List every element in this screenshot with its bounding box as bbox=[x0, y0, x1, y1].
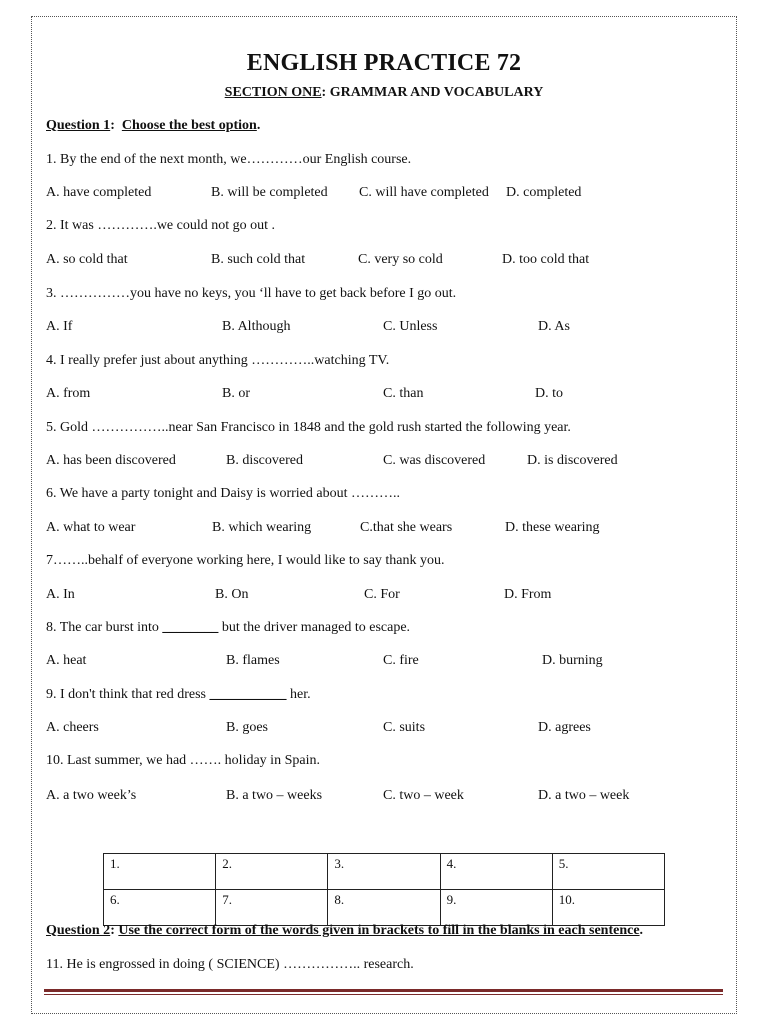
answer-blank-8: ________ bbox=[162, 620, 219, 635]
option-6d: D. these wearing bbox=[505, 520, 600, 535]
question-stem-9-start: 9. I don't think that red dress bbox=[46, 687, 210, 702]
answer-cell-2[interactable]: 2. bbox=[216, 854, 328, 890]
option-5c: C. was discovered bbox=[383, 453, 486, 468]
option-9d: D. agrees bbox=[538, 720, 591, 735]
answer-grid bbox=[103, 853, 665, 926]
option-3d: D. As bbox=[538, 319, 570, 334]
question-2-end: . bbox=[639, 923, 644, 938]
question-1-instruction: Choose the best option bbox=[121, 118, 257, 133]
question-stem-3: 3. ……………you have no keys, you ‘ll have to get back before I go out. bbox=[46, 286, 457, 301]
section-heading bbox=[0, 85, 768, 101]
option-4c: C. than bbox=[383, 386, 424, 401]
option-5b: B. discovered bbox=[226, 453, 303, 468]
question-stem-8-start: 8. The car burst into bbox=[46, 620, 163, 635]
option-3a: A. If bbox=[46, 319, 73, 334]
option-8b: B. flames bbox=[226, 653, 280, 668]
answer-cell-5[interactable]: 5. bbox=[552, 854, 664, 890]
option-2c: C. very so cold bbox=[358, 252, 443, 267]
option-8a: A. heat bbox=[46, 653, 87, 668]
question-stem-1: 1. By the end of the next month, we…………our English course. bbox=[46, 152, 412, 167]
option-2d: D. too cold that bbox=[502, 252, 590, 267]
option-7c: C. For bbox=[364, 587, 400, 602]
option-7d: D. From bbox=[504, 587, 552, 602]
option-9b: B. goes bbox=[226, 720, 268, 735]
answer-cell-10[interactable]: 10. bbox=[552, 890, 664, 926]
question-stem-9-end: her. bbox=[286, 687, 311, 702]
question-stem-11: 11. He is engrossed in doing ( SCIENCE) …………….. research. bbox=[46, 957, 414, 972]
option-3c: C. Unless bbox=[383, 319, 438, 334]
option-1b: B. will be completed bbox=[211, 185, 328, 200]
option-1d: D. completed bbox=[506, 185, 582, 200]
option-7b: B. On bbox=[215, 587, 249, 602]
option-4a: A. from bbox=[46, 386, 91, 401]
answer-cell-4[interactable]: 4. bbox=[440, 854, 552, 890]
answer-blank-9: ___________ bbox=[209, 687, 287, 702]
option-8c: C. fire bbox=[383, 653, 419, 668]
question-stem-5: 5. Gold ……………..near San Francisco in 1848 and the gold rush started the following year. bbox=[46, 420, 571, 435]
answer-grid-row bbox=[104, 890, 665, 926]
option-10c: C. two – week bbox=[383, 788, 464, 803]
section-name: : GRAMMAR AND VOCABULARY bbox=[321, 85, 544, 100]
option-4b: B. or bbox=[222, 386, 250, 401]
option-2b: B. such cold that bbox=[211, 252, 306, 267]
answer-grid-row bbox=[104, 854, 665, 890]
option-10b: B. a two – weeks bbox=[226, 788, 323, 803]
question-1-end: . bbox=[256, 118, 261, 133]
page-title: ENGLISH PRACTICE 72 bbox=[246, 50, 522, 76]
question-stem-4: 4. I really prefer just about anything …………..watching TV. bbox=[46, 353, 390, 368]
option-3b: B. Although bbox=[222, 319, 291, 334]
option-1c: C. will have completed bbox=[359, 185, 489, 200]
option-9a: A. cheers bbox=[46, 720, 99, 735]
question-1-heading bbox=[46, 118, 260, 134]
option-4d: D. to bbox=[535, 386, 563, 401]
option-8d: D. burning bbox=[542, 653, 603, 668]
option-1a: A. have completed bbox=[46, 185, 152, 200]
option-9c: C. suits bbox=[383, 720, 426, 735]
question-2-label: Question 2 bbox=[46, 923, 111, 938]
question-2-separator: : bbox=[110, 923, 119, 938]
question-stem-8 bbox=[46, 620, 410, 636]
option-5a: A. has been discovered bbox=[46, 453, 176, 468]
footer-rule bbox=[44, 989, 723, 992]
answer-cell-9[interactable]: 9. bbox=[440, 890, 552, 926]
question-1-separator: : bbox=[110, 118, 115, 133]
answer-cell-6[interactable]: 6. bbox=[104, 890, 216, 926]
option-7a: A. In bbox=[46, 587, 75, 602]
question-stem-7: 7……..behalf of everyone working here, I would like to say thank you. bbox=[46, 553, 445, 568]
option-10a: A. a two week’s bbox=[46, 788, 137, 803]
question-stem-9 bbox=[46, 687, 311, 703]
question-1-label: Question 1 bbox=[46, 118, 111, 133]
option-6b: B. which wearing bbox=[212, 520, 312, 535]
question-stem-10: 10. Last summer, we had ……. holiday in Spain. bbox=[46, 753, 320, 768]
answer-cell-7[interactable]: 7. bbox=[216, 890, 328, 926]
question-2-instruction: Use the correct form of the words given in brackets to fill in the blanks in each sentence bbox=[118, 923, 640, 938]
answer-cell-8[interactable]: 8. bbox=[328, 890, 440, 926]
answer-cell-1[interactable]: 1. bbox=[104, 854, 216, 890]
option-6a: A. what to wear bbox=[46, 520, 136, 535]
option-10d: D. a two – week bbox=[538, 788, 630, 803]
option-2a: A. so cold that bbox=[46, 252, 128, 267]
footer-rule-thin bbox=[44, 994, 723, 995]
section-label: SECTION ONE bbox=[224, 85, 322, 100]
question-stem-6: 6. We have a party tonight and Daisy is worried about ……….. bbox=[46, 486, 400, 501]
question-stem-2: 2. It was ………….we could not go out . bbox=[46, 218, 276, 233]
question-stem-8-end: but the driver managed to escape. bbox=[218, 620, 411, 635]
question-2-heading bbox=[46, 923, 643, 939]
option-5d: D. is discovered bbox=[527, 453, 618, 468]
option-6c: C.that she wears bbox=[360, 520, 453, 535]
answer-cell-3[interactable]: 3. bbox=[328, 854, 440, 890]
